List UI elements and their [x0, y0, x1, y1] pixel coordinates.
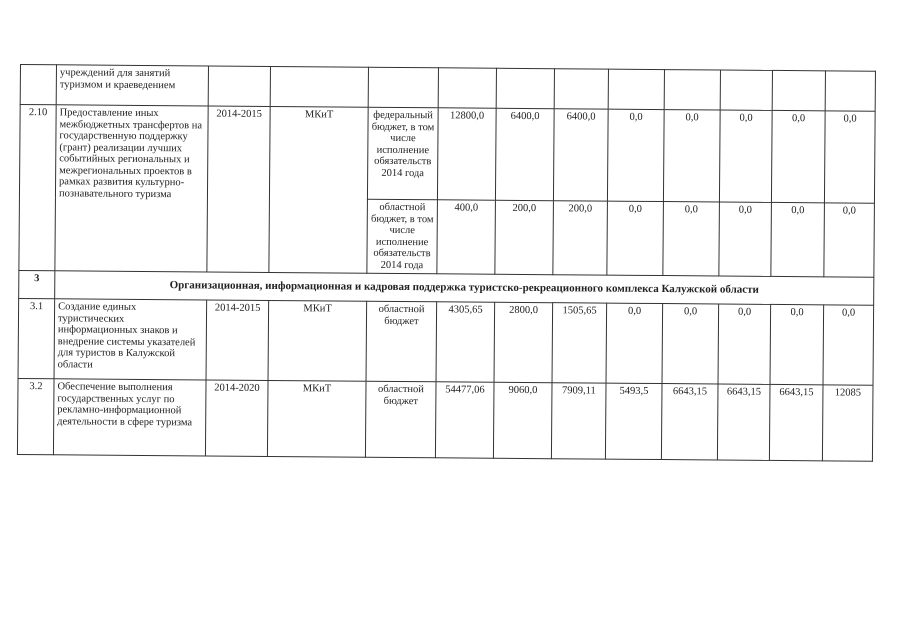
cell-value: 6643,15 — [717, 384, 770, 460]
cell-value: 7909,11 — [551, 383, 606, 459]
cell-value: 400,0 — [437, 200, 496, 274]
cell-value: 0,0 — [719, 110, 772, 202]
cell-value: 1505,65 — [552, 303, 607, 383]
cell-value: 0,0 — [823, 305, 874, 385]
cell-source: областной бюджет — [366, 301, 437, 382]
cell-value: 6400,0 — [495, 108, 554, 200]
cell-value: 5493,5 — [605, 383, 662, 459]
cell-value: 0,0 — [824, 203, 875, 277]
cell-value: 0,0 — [607, 109, 664, 201]
cell-period: 2014-2015 — [206, 300, 269, 380]
cell-value: 0,0 — [718, 304, 771, 384]
budget-table — [17, 64, 876, 462]
cell-period: 2014-2015 — [207, 106, 270, 272]
cell-executor: МКиТ — [269, 106, 368, 273]
cell-value: 0,0 — [662, 304, 719, 384]
cell-name: учреждений для занятий туризмом и краеведением — [56, 65, 208, 106]
cell-name: Создание единых туристических информационных знаков и внедрение системы указателей для туристов в Калужской области — [54, 299, 207, 380]
cell-value: 0,0 — [771, 202, 825, 276]
cell-num: 3.1 — [18, 298, 55, 378]
cell-period: 2014-2020 — [205, 380, 268, 456]
cell-name: Обеспечение выполнения государственных услуг по рекламно-информационной деятельности в сфере туризма — [53, 379, 206, 456]
cell-value: 0,0 — [824, 111, 875, 203]
table-row-2-10-federal — [19, 105, 875, 204]
table-row-continuation — [20, 65, 875, 112]
cell-value: 200,0 — [553, 201, 608, 275]
cell-source: областной бюджет, в том числе исполнение обязательств 2014 года — [367, 199, 438, 274]
cell-value: 0,0 — [770, 304, 824, 384]
document-page — [17, 64, 884, 462]
cell-source: областной бюджет — [365, 381, 436, 458]
cell-value: 4305,65 — [436, 302, 495, 382]
cell-value: 54477,06 — [435, 382, 494, 458]
cell-name: Предоставление иных межбюджетных трансфертов на государственную поддержку (грант) реализации лучших событийных региональных и межрегиональных проектов в рамках развития культурно-познавательного туризма — [55, 105, 208, 272]
cell-value: 2800,0 — [494, 302, 553, 382]
cell-value: 0,0 — [663, 202, 720, 276]
cell-value: 9060,0 — [493, 382, 552, 458]
cell-value: 0,0 — [663, 110, 720, 202]
cell-value: 6400,0 — [553, 109, 608, 201]
section-title: Организационная, информационная и кадровая поддержка туристско-рекреационного комплекса Калужской области — [55, 271, 874, 305]
cell-executor: МКиТ — [268, 300, 367, 381]
table-row-3-2 — [17, 378, 873, 461]
cell-value: 0,0 — [607, 201, 664, 275]
cell-source: федеральный бюджет, в том числе исполнение обязательств 2014 года — [367, 107, 438, 200]
cell-num: 3.2 — [17, 378, 54, 454]
cell-value: 6643,15 — [769, 384, 823, 460]
cell-executor: МКиТ — [267, 380, 366, 457]
cell-value: 6643,15 — [661, 384, 718, 460]
cell-num — [20, 65, 56, 105]
cell-value: 0,0 — [719, 202, 772, 276]
cell-value: 0,0 — [606, 303, 663, 383]
cell-value: 200,0 — [495, 200, 554, 274]
cell-num: 2.10 — [19, 105, 56, 271]
cell-value: 12085 — [822, 385, 873, 461]
cell-value: 0,0 — [771, 110, 825, 202]
cell-num: 3 — [19, 270, 55, 298]
cell-value: 12800,0 — [437, 108, 496, 200]
table-row-3-1 — [18, 298, 874, 385]
